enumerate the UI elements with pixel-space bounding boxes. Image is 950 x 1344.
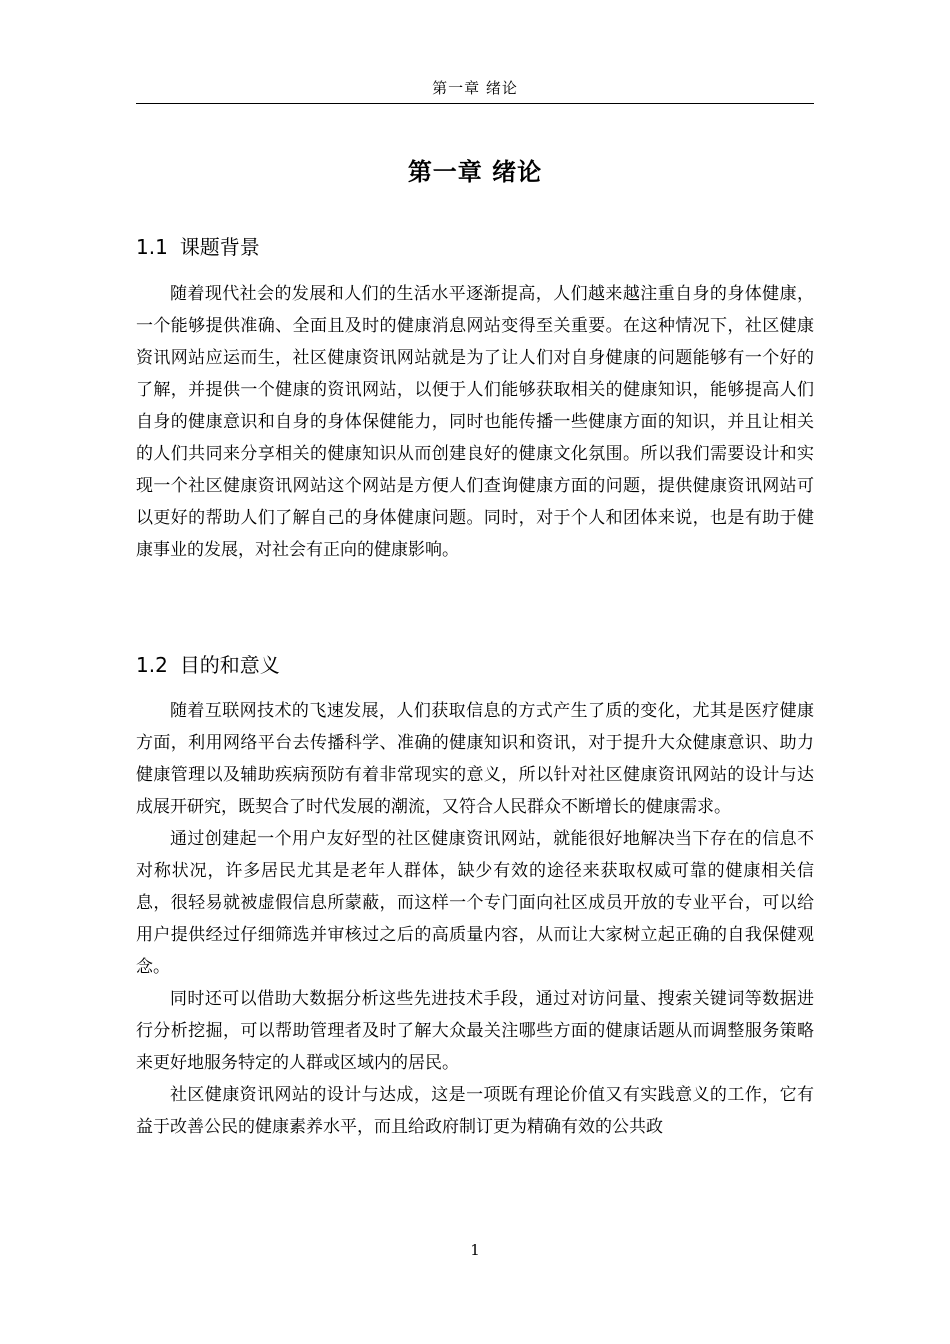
section-title: 目的和意义 — [179, 653, 280, 677]
running-header: 第一章 绪论 — [432, 79, 518, 97]
page-number: 1 — [470, 1241, 480, 1259]
section-heading-1-1 — [136, 232, 814, 262]
header-rule — [136, 103, 814, 104]
section-heading-1-2 — [136, 650, 814, 680]
body-paragraph: 社区健康资讯网站的设计与达成，这是一项既有理论价值又有实践意义的工作，它有益于改善公民的健康素养水平，而且给政府制订更为精确有效的公共政 — [136, 1085, 814, 1137]
body-paragraph: 同时还可以借助大数据分析这些先进技术手段，通过对访问量、搜索关键词等数据进行分析挖掘，可以帮助管理者及时了解大众最关注哪些方面的健康话题从而调整服务策略来更好地服务特定的人群或区域内的居民。 — [136, 989, 814, 1073]
chapter-title: 第一章 绪论 — [407, 158, 543, 186]
section-number: 1.1 — [136, 235, 168, 259]
section-number: 1.2 — [136, 653, 168, 677]
body-paragraph: 随着现代社会的发展和人们的生活水平逐渐提高，人们越来越注重自身的身体健康，一个能够提供准确、全面且及时的健康消息网站变得至关重要。在这种情况下，社区健康资讯网站应运而生，社区健康资讯网站就是为了让人们对自身健康的问题能够有一个好的了解，并提供一个健康的资讯网站，以便于人们能够获取相关的健康知识，能够提高人们自身的健康意识和自身的身体保健能力，同时也能传播一些健康方面的知识，并且让相关的人们共同来分享相关的健康知识从而创建良好的健康文化氛围。所以我们需要设计和实现一个社区健康资讯网站这个网站是方便人们查询健康方面的问题，提供健康资讯网站可以更好的帮助人们了解自己的身体健康问题。同时，对于个人和团体来说，也是有助于健康事业的发展，对社会有正向的健康影响。 — [136, 284, 814, 560]
body-paragraph: 通过创建起一个用户友好型的社区健康资讯网站，就能很好地解决当下存在的信息不对称状况，许多居民尤其是老年人群体，缺少有效的途径来获取权威可靠的健康相关信息，很轻易就被虚假信息所蒙蔽，而这样一个专门面向社区成员开放的专业平台，可以给用户提供经过仔细筛选并审核过之后的高质量内容，从而让大家树立起正确的自我保健观念。 — [136, 829, 814, 977]
body-paragraph: 随着互联网技术的飞速发展，人们获取信息的方式产生了质的变化，尤其是医疗健康方面，利用网络平台去传播科学、准确的健康知识和资讯，对于提升大众健康意识、助力健康管理以及辅助疾病预防有着非常现实的意义，所以针对社区健康资讯网站的设计与达成展开研究，既契合了时代发展的潮流，又符合人民群众不断增长的健康需求。 — [136, 701, 814, 817]
section-1-2-body — [136, 695, 814, 1143]
section-1-1-body — [136, 278, 814, 566]
section-title: 课题背景 — [179, 235, 260, 259]
